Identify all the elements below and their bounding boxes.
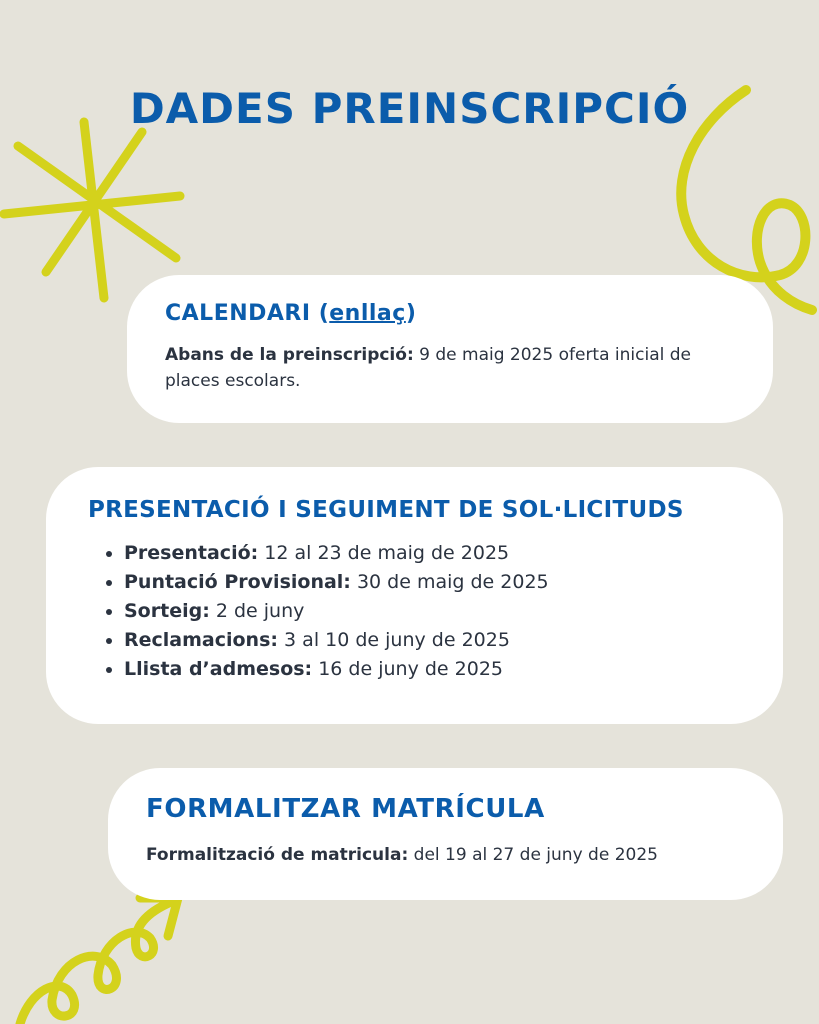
list-item [124,568,763,597]
list-item [124,539,763,568]
calendar-info [165,342,737,394]
calendar-link[interactable]: enllaç [329,301,406,326]
list-item-value: 3 al 10 de juny de 2025 [284,629,510,651]
list-item-value: 12 al 23 de maig de 2025 [264,542,510,564]
calendar-heading-text: CALENDARI [165,301,311,326]
list-item-label: Sorteig: [124,600,210,622]
list-item-label: Puntació Provisional: [124,571,351,593]
calendar-heading: CALENDARI (enllaç) [165,301,417,326]
list-item-label: Presentació: [124,542,259,564]
list-item-label: Llista d’admesos: [124,658,313,680]
applications-heading: PRESENTACIÓ I SEGUIMENT DE SOL·LICITUDS [88,497,684,523]
list-item [124,597,763,626]
enrollment-info [146,842,763,868]
list-item-value: 2 de juny [215,600,305,622]
page-title: DADES PREINSCRIPCIÓ [129,84,690,133]
applications-date-list [88,539,763,684]
list-item-value: 16 de juny de 2025 [318,658,503,680]
calendar-item-label: Abans de la preinscripció: [165,345,414,365]
list-item-label: Reclamacions: [124,629,278,651]
calendar-item-value: 9 de maig 2025 oferta inicial de places escolars. [165,345,691,391]
list-item [124,655,763,684]
calendar-card [127,275,773,423]
list-item [124,626,763,655]
enrollment-heading: FORMALITZAR MATRÍCULA [146,794,545,824]
starburst-doodle [4,122,180,298]
enrollment-item-value: del 19 al 27 de juny de 2025 [413,845,658,865]
enrollment-card [108,768,783,900]
list-item-value: 30 de maig de 2025 [356,571,549,593]
looped-arrow-doodle [20,898,178,1024]
enrollment-item-label: Formalització de matricula: [146,845,409,865]
applications-card [46,467,783,724]
